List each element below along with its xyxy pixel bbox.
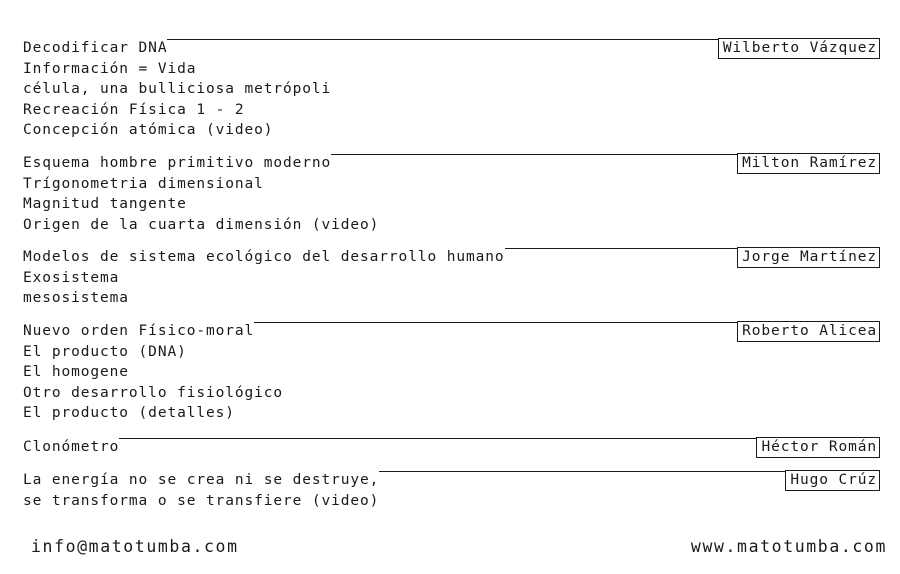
section-header bbox=[23, 321, 880, 342]
topic-item: Magnitud tangente bbox=[23, 196, 187, 212]
section-header bbox=[23, 437, 880, 458]
topic-section-6 bbox=[23, 470, 880, 511]
author-label: Jorge Martínez bbox=[737, 247, 880, 268]
section-header bbox=[23, 38, 880, 59]
topic-title: Clonómetro bbox=[23, 439, 120, 455]
section-header bbox=[23, 470, 880, 491]
topic-item: se transforma o se transfiere (video) bbox=[23, 492, 380, 509]
topic-item: Origen de la cuarta dimensión (video) bbox=[23, 216, 380, 233]
topic-item: Concepción atómica (video) bbox=[23, 122, 274, 138]
author-label: Wilberto Vázquez bbox=[718, 38, 880, 59]
header-rule bbox=[119, 438, 756, 439]
author-label: Roberto Alicea bbox=[737, 321, 880, 342]
header-rule bbox=[505, 248, 738, 249]
topic-item: El producto (detalles) bbox=[23, 405, 235, 421]
topic-section-3 bbox=[23, 247, 880, 309]
topic-section-2 bbox=[23, 153, 880, 235]
header-rule bbox=[331, 154, 737, 155]
topic-section-4 bbox=[23, 321, 880, 424]
topic-item: Exosistema bbox=[23, 269, 120, 286]
topic-item: El producto (DNA) bbox=[23, 343, 187, 360]
author-label: Héctor Román bbox=[756, 437, 880, 458]
author-label: Milton Ramírez bbox=[737, 153, 880, 174]
topic-item: Información = Vida bbox=[23, 60, 197, 77]
section-header bbox=[23, 247, 880, 268]
topic-title: Esquema hombre primitivo moderno bbox=[23, 155, 332, 171]
header-rule bbox=[167, 39, 717, 40]
topic-title: La energía no se crea ni se destruye, bbox=[23, 472, 380, 488]
topic-item: Otro desarrollo fisiológico bbox=[23, 384, 284, 401]
topic-item: Recreación Física 1 - 2 bbox=[23, 101, 245, 118]
topic-item: Trígonometria dimensional bbox=[23, 175, 264, 192]
topic-title: Modelos de sistema ecológico del desarrollo humano bbox=[23, 249, 505, 265]
footer-website: www.matotumba.com bbox=[690, 537, 887, 556]
topic-section-1 bbox=[23, 38, 880, 141]
topic-title: Nuevo orden Físico-moral bbox=[23, 323, 255, 339]
author-label: Hugo Crúz bbox=[785, 470, 880, 491]
topic-item: El homogene bbox=[23, 364, 129, 380]
header-rule bbox=[254, 322, 737, 323]
section-header bbox=[23, 153, 880, 174]
topic-section-5 bbox=[23, 437, 880, 458]
footer-email: info@matotumba.com bbox=[31, 537, 239, 556]
topic-title: Decodificar DNA bbox=[23, 40, 168, 56]
topic-item: célula, una bulliciosa metrópoli bbox=[23, 81, 332, 97]
topic-item: mesosistema bbox=[23, 290, 129, 306]
header-rule bbox=[379, 471, 785, 472]
